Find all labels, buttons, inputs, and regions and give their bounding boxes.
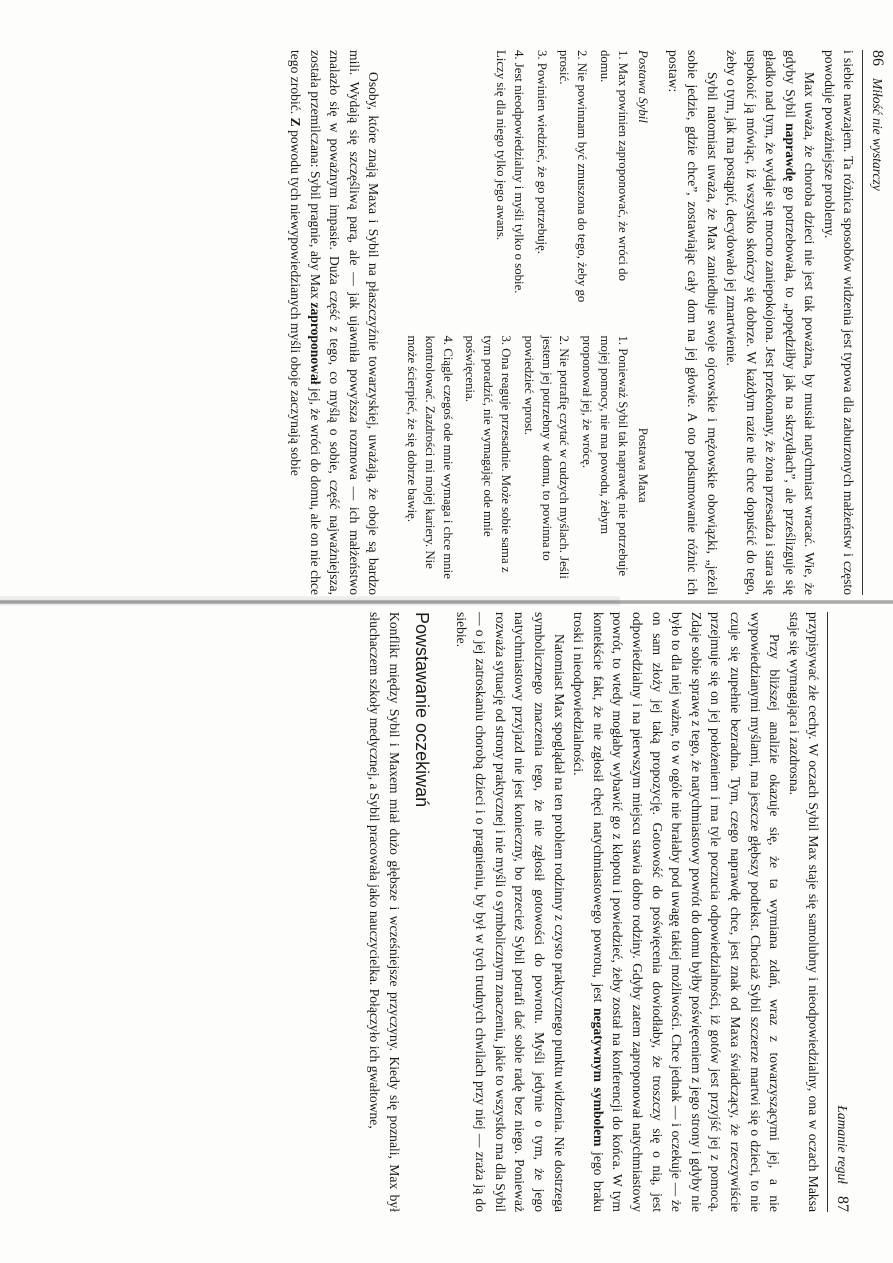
list-item: 1. Max powinien zaproponować, że wróci do domu. [597, 50, 630, 281]
list-item: 1. Ponieważ Sybil tak naprawdę nie potrzebuje mojej pomocy, nie ma powodu, żebym proponował jej, że wrócę. [580, 335, 630, 577]
header-rule [863, 50, 864, 595]
text-run: Max uważa, że choroba dzieci nie jest tak poważna, by musiał natychmiast wracać. Wie, że gdyby Sybil [783, 50, 818, 595]
paragraph [286, 50, 384, 595]
page-86 [127, 50, 887, 595]
emphasis: negatywnym symbolem [590, 1007, 606, 1147]
sybil-attitude-column [397, 50, 651, 310]
page-87 [122, 612, 852, 1212]
page-gutter [0, 600, 893, 604]
section-heading: Powstawanie oczekiwań [412, 612, 433, 808]
text-run: jego braku troski i nieodpowiedzialności. [571, 612, 606, 1212]
attitude-comparison [397, 50, 651, 595]
page-number: 86 [869, 50, 886, 66]
list-item: 2. Nie powinnam być zmuszona do tego, żeby go prosić. [557, 50, 590, 303]
running-head-left [868, 50, 888, 595]
emphasis: zaproponował [307, 302, 323, 385]
paragraph [569, 612, 785, 1212]
column-title: Postawa Sybil [636, 50, 651, 123]
running-head-right [832, 612, 852, 1212]
paragraph: i siebie nawzajem. Ta różnica sposobów widzenia jest typowa dla zaburzonych małżeństw i często powoduje poważniejsze problemy. [822, 50, 857, 595]
list-item: 3. Ona reaguje przesadnie. Może sobie sama z tym poradzić, nie wymagając ode mnie poświęcenia. [463, 335, 513, 573]
max-attitude-column [397, 336, 651, 596]
list-item: 4. Ciągle czegoś ode mnie wymaga i chce mnie kontrolować. Zazdrości mi mojej kariery. Nie może ścierpieć, że się dobrze bawię. [404, 335, 455, 579]
paragraph: przypisywać złe cechy. W oczach Sybil Max staje się samolubny i nieodpowiedzialny, ona w oczach Maksa staje się wymagająca i zazdrosna. [786, 612, 822, 1212]
text-run: go potrzebowała, to „popędziłby jak na skrzydłach”, ale prześlizguje się gładko nad tym, że wydaje się mocno zaniepokojona. Jest przekonany, że żona przesadza i stara się uspokoić ją mówiąc, iż wszystko skończy się dobrze. W każdym razie nie chce dopuścić do tego, żeby o tym, jak ma postąpić, decydowało jej zmartwienie. [724, 50, 798, 595]
text-run: Przy bliższej analizie okazuje się, że ta wymiana zdań, wraz z towarzyszącymi jej, a nie wypowiedzianymi myślami, ma jeszcze głębszy podtekst. Chociaż Sybil szczerze martwi się o dzieci, to nie czuje się zupełnie bezradna. Tym, czego naprawdę chce, jest znak od Maxa świadczący, że rzeczywiście przejmuje się on jej położeniem i ma tyle poczucia odpowiedzialności, iż gotów jest przyjść jej z pomocą. Zdaje sobie sprawę z tego, że natychmiastowy powrót do domu byłby poświęceniem z jego strony i gdyby nie było to dla niej ważne, to w ogóle nie brałaby pod uwagę takiej możliwości. Chce jednak — i oczekuje — że on sam złoży jej taką propozycję. Gotowość do poświęcenia dowiodłaby, że troszczy się o nią, jest odpowiedzialny i na pierwszym miejscu stawia dobro rodziny. Gdyby zatem zaproponował natychmiastowy powrót, to wtedy mogłaby wybawić go z kłopotu i powiedzieć, żeby został na konferencji do końca. W tym kontekście fakt, że nie zgłosił chęci natychmiastowego powrotu, jest [590, 612, 783, 1212]
text-run: jej, że wróci do domu, ale on nie chce tego zrobić. [288, 50, 323, 596]
page-number: 87 [834, 1196, 851, 1212]
list-item: 3. Powinien wiedzieć, że go potrzebuję. [534, 50, 549, 254]
text-run: Osoby, które znają Maxa i Sybil na płaszczyźnie towarzyskiej, uważają, że oboje są bardzo mili. Wydają się szczęśliwą parą, ale — jak ujawniła powyższa rozmowa — ich małżeństwo znalazło się w poważnym impasie. Duża część z tego, co myślą o sobie, część najważniejsza, została przemilczana: Sybil pragnie, aby Max [307, 50, 382, 595]
max-list [402, 336, 631, 596]
paragraph: Sybil natomiast uważa, że Max zaniedbuje swoje ojcowskie i mężowskie obowiązki, „jeżeli sobie jedzie, gdzie chce”, zostawiając cały dom na jej głowie. A oto podsumowanie różnic ich postaw: [666, 50, 720, 595]
header-rule [827, 612, 828, 1212]
paragraph [722, 50, 820, 595]
running-head-title: Łamanie reguł [835, 1105, 850, 1184]
column-title: Postawa Maxa [636, 427, 651, 503]
paragraph: Natomiast Max spoglądał na ten problem rodzinny z czysto praktycznego punktu widzenia. Nie dostrzega symbolicznego znaczenia tego, że nie zgłosił gotowości do powrotu. Myśli jedynie o tym, że jego natychmiastowy przyjazd nie jest konieczny, bo przecież Sybil potrafi dać sobie radę bez niego. Ponieważ rozważa sytuację od strony praktycznej i nie myśli o symbolicznym znaczeniu, jakie to wszystko ma dla Sybil — o jej zatroskaniu chorobą dzieci i o pragnieniu, by był w tych trudnych chwilach przy niej — zraża ją do siebie. [453, 612, 567, 1212]
emphasis: naprawdę [783, 123, 798, 182]
text-run: powodu tych niewypowiedzianych myśli oboje zaczynają sobie [288, 130, 304, 476]
list-item: 4. Jest nieodpowiedzialny i myśli tylko o sobie. Liczy się dla niego tylko jego awans. [493, 50, 526, 294]
emphasis: Z [288, 117, 304, 127]
list-item: 2. Nie potrafię czytać w cudzych myślach. Jeśli jestem jej potrzebny w domu, to powinna to powiedzieć wprost. [521, 335, 572, 579]
running-head-title: Miłość nie wystarczy [870, 78, 885, 191]
sybil-list [491, 50, 631, 310]
paragraph: Konflikt między Sybil i Maxem miał dużo głębsze i wcześniejsze przyczyny. Kiedy się poznali, Max był słuchaczem szkoły medycznej, a Sybil pracowała jako nauczycielka. Połączyło ich gwałtowne, [366, 612, 402, 1212]
